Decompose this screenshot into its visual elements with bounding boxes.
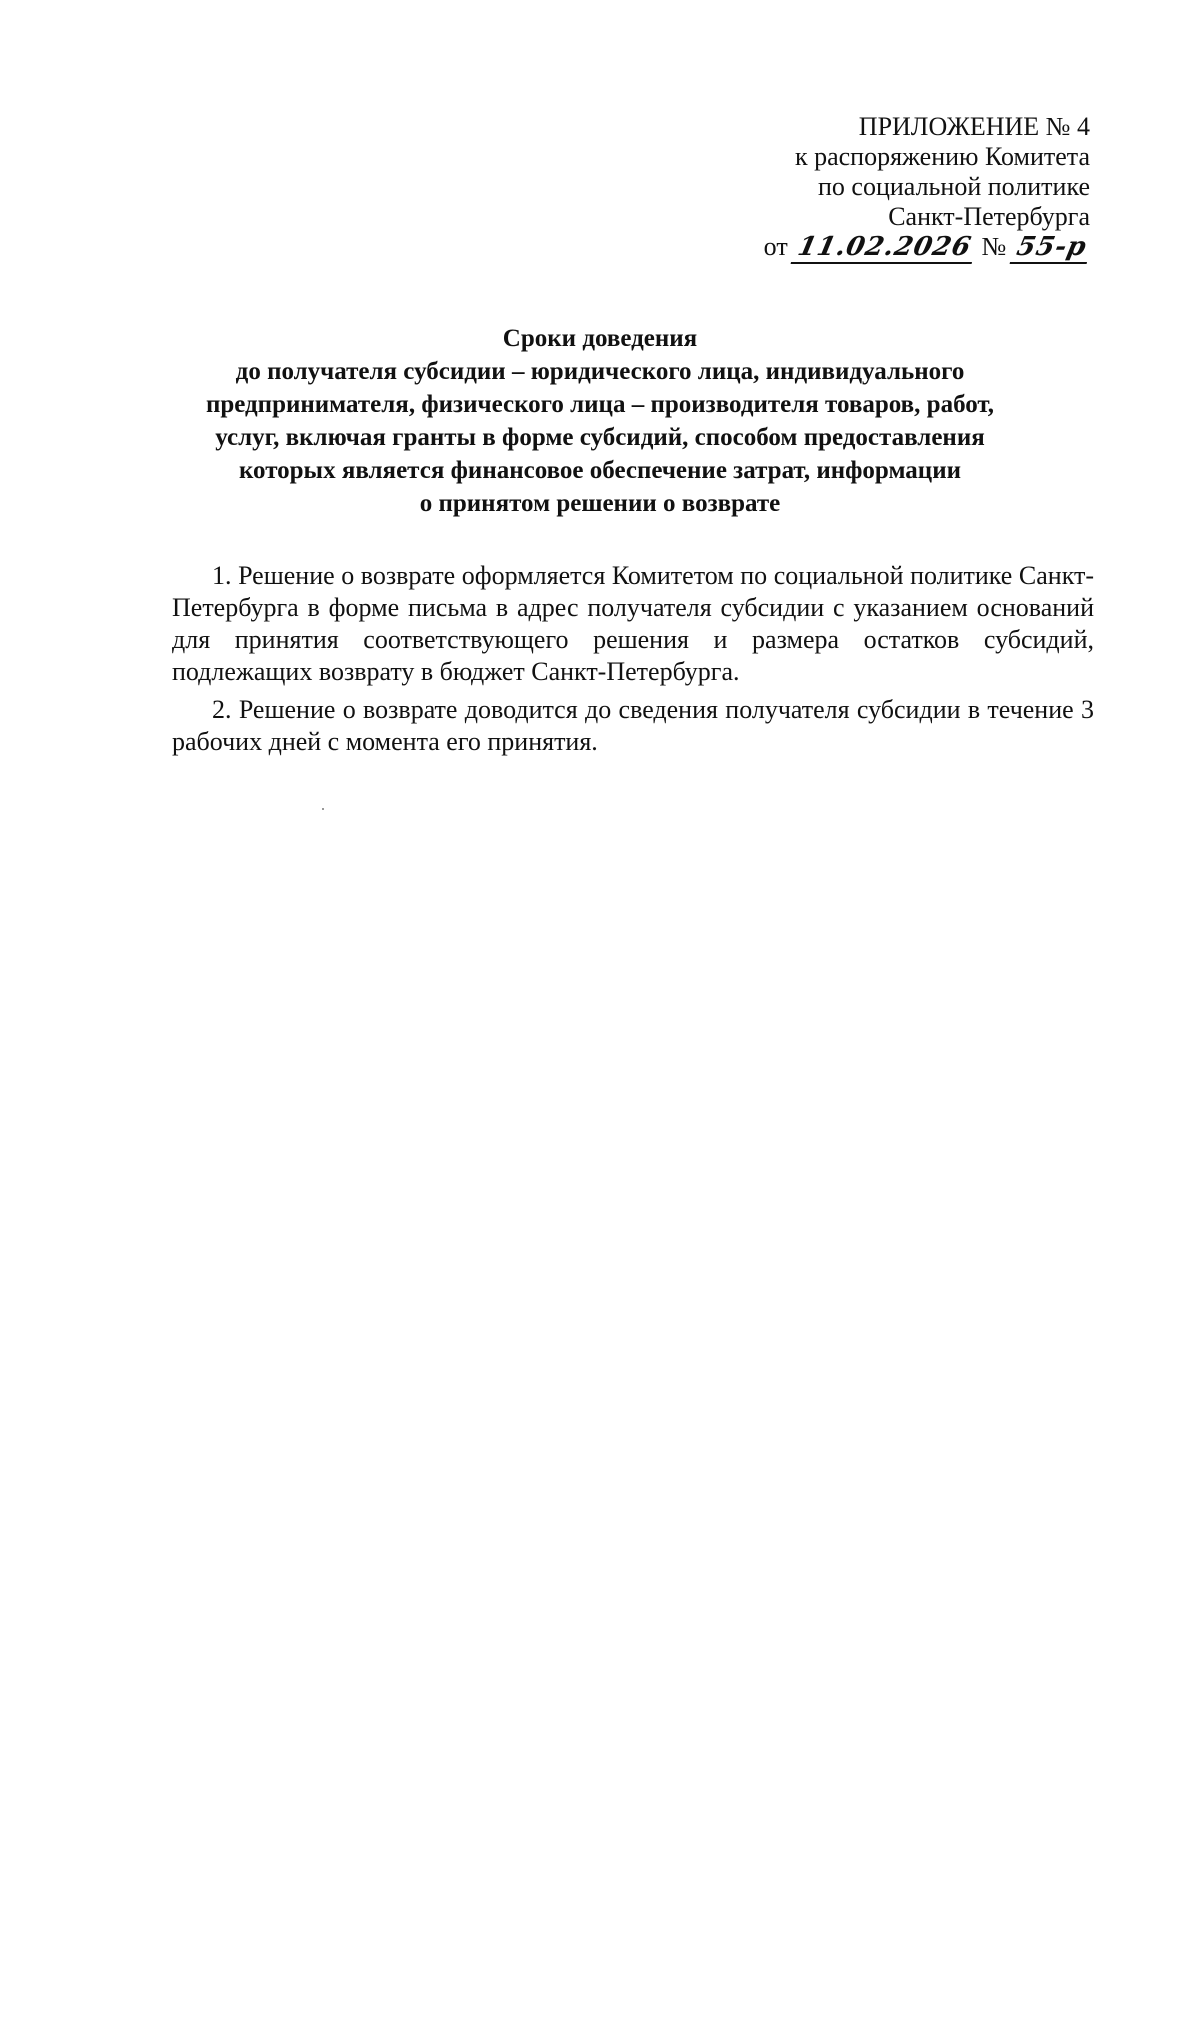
number-prefix: № bbox=[981, 232, 1007, 261]
handwritten-number: 55-р bbox=[1009, 232, 1093, 264]
date-number-row bbox=[764, 232, 1090, 264]
appendix-number: ПРИЛОЖЕНИЕ № 4 bbox=[858, 112, 1090, 141]
title-line-1: Сроки доведения bbox=[502, 325, 698, 352]
appendix-header bbox=[764, 112, 1090, 264]
title-line-3: предпринимателя, физического лица – производителя товаров, работ, bbox=[205, 391, 995, 418]
document-title bbox=[160, 322, 1040, 520]
title-line-2: до получателя субсидии – юридического лица, индивидуального bbox=[235, 358, 965, 385]
title-line-6: о принятом решении о возврате bbox=[419, 490, 781, 517]
appendix-ref-line-1: к распоряжению Комитета bbox=[794, 142, 1090, 171]
appendix-ref-line-3: Санкт-Петербурга bbox=[888, 202, 1090, 231]
scan-speck bbox=[322, 808, 324, 810]
appendix-ref-line-2: по социальной политике bbox=[818, 172, 1090, 201]
paragraph-1: 1. Решение о возврате оформляется Комитетом по социальной политике Санкт-Петербурга в форме письма в адрес получателя субсидии с указанием оснований для принятия соответствующего решения и размера остатков субсидий, подлежащих возврату в бюджет Санкт-Петербурга. bbox=[172, 561, 1094, 686]
title-line-5: которых является финансовое обеспечение затрат, информации bbox=[238, 457, 962, 484]
handwritten-date: 11.02.2026 bbox=[791, 232, 979, 264]
paragraph-2: 2. Решение о возврате доводится до сведения получателя субсидии в течение 3 рабочих дней с момента его принятия. bbox=[172, 695, 1094, 756]
document-body bbox=[172, 560, 1094, 764]
title-line-4: услуг, включая гранты в форме субсидий, способом предоставления bbox=[215, 424, 985, 451]
date-prefix: от bbox=[763, 232, 788, 261]
